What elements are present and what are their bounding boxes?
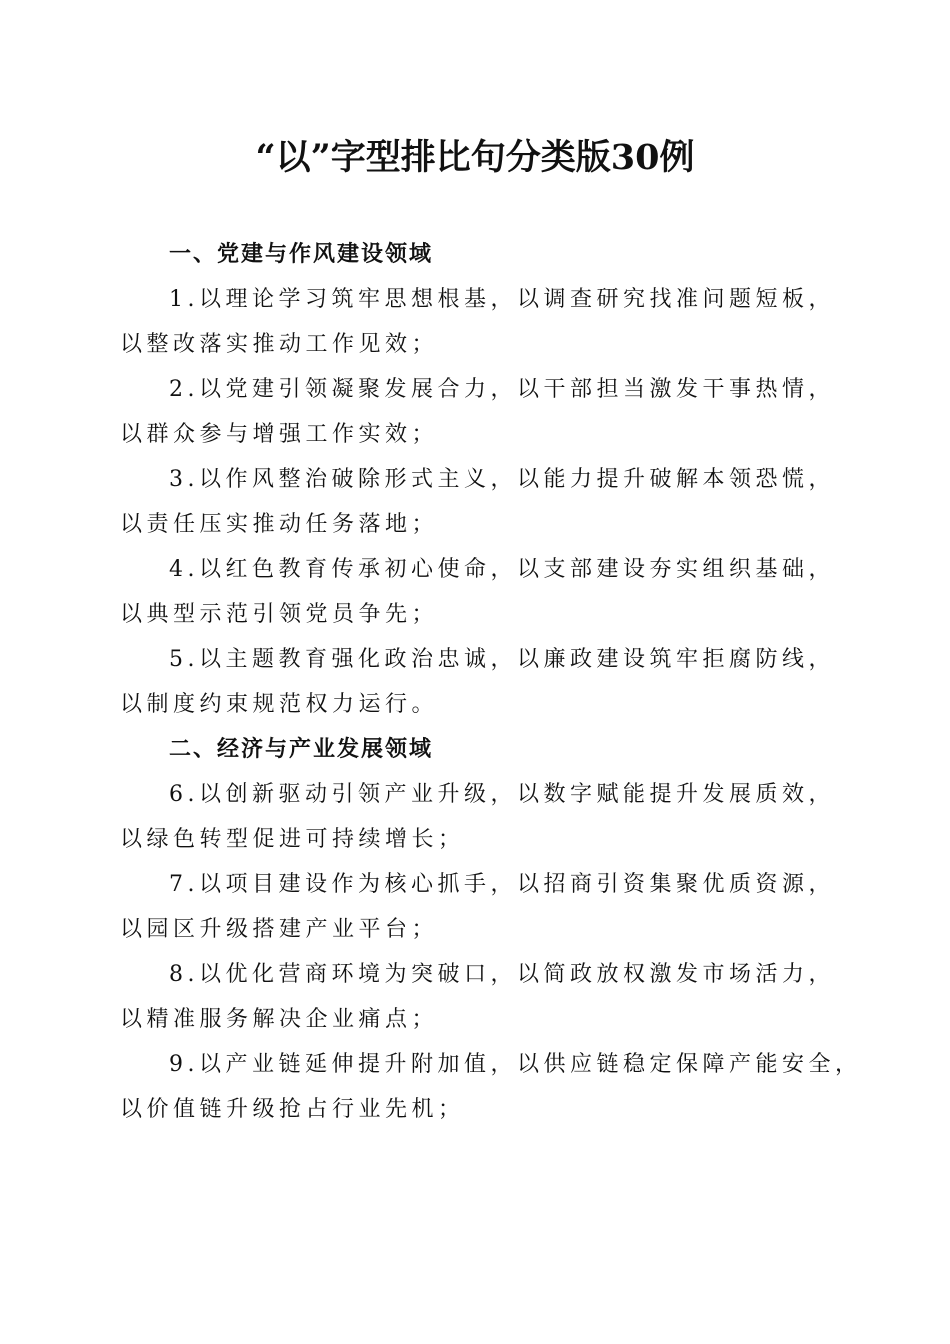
item-line: 以价值链升级抢占行业先机； — [120, 1097, 465, 1122]
item-line: 以典型示范引领党员争先； — [120, 602, 439, 627]
item-line: 4.以红色教育传承初心使命，以支部建设夯实组织基础， — [169, 557, 835, 582]
list-item — [120, 772, 838, 862]
item-line: 以整改落实推动工作见效； — [120, 332, 439, 357]
item-line: 以制度约束规范权力运行。 — [120, 692, 439, 717]
list-item — [120, 457, 838, 547]
item-line: 以绿色转型促进可持续增长； — [120, 827, 465, 852]
list-item — [120, 637, 838, 727]
item-line: 3.以作风整治破除形式主义，以能力提升破解本领恐慌， — [169, 467, 835, 492]
item-line: 以责任压实推动任务落地； — [120, 512, 439, 537]
item-line: 9.以产业链延伸提升附加值，以供应链稳定保障产能安全， — [169, 1052, 862, 1077]
section-party-building — [120, 232, 838, 727]
section-heading: 二、经济与产业发展领域 — [169, 737, 434, 762]
item-line: 6.以创新驱动引领产业升级，以数字赋能提升发展质效， — [169, 782, 835, 807]
item-line: 7.以项目建设作为核心抓手，以招商引资集聚优质资源， — [169, 872, 835, 897]
list-item — [120, 862, 838, 952]
item-line: 1.以理论学习筑牢思想根基，以调查研究找准问题短板， — [169, 287, 835, 312]
item-line: 2.以党建引领凝聚发展合力，以干部担当激发干事热情， — [169, 377, 835, 402]
item-line: 8.以优化营商环境为突破口，以简政放权激发市场活力， — [169, 962, 835, 987]
list-item — [120, 277, 838, 367]
list-item — [120, 952, 838, 1042]
item-line: 5.以主题教育强化政治忠诚，以廉政建设筑牢拒腐防线， — [169, 647, 835, 672]
item-line: 以群众参与增强工作实效； — [120, 422, 439, 447]
document-body — [120, 232, 862, 1132]
list-item — [120, 1042, 862, 1132]
item-line: 以园区升级搭建产业平台； — [120, 917, 439, 942]
list-item — [120, 547, 838, 637]
page-title: “以”字型排比句分类版30例 — [255, 137, 695, 178]
list-item — [120, 367, 838, 457]
item-line: 以精准服务解决企业痛点； — [120, 1007, 439, 1032]
section-heading: 一、党建与作风建设领域 — [169, 242, 434, 267]
section-economy — [120, 727, 862, 1132]
